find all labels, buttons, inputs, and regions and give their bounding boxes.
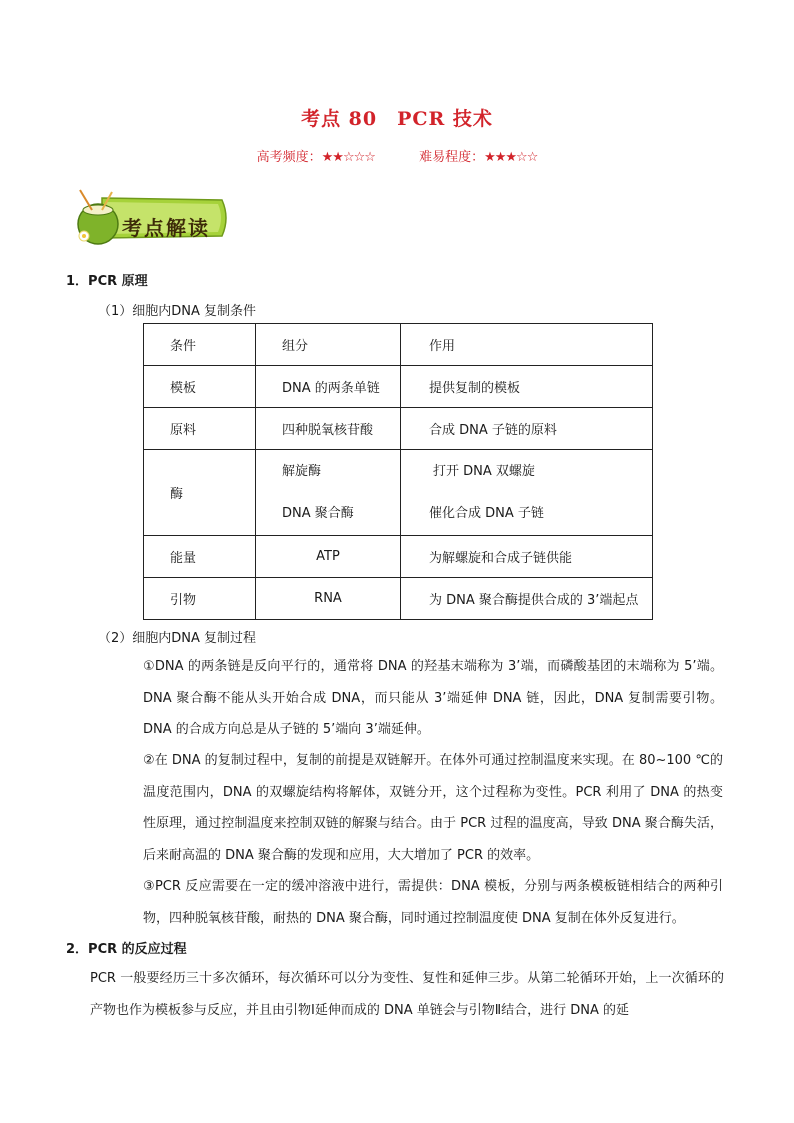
page-title: 考点 80 PCR 技术 bbox=[301, 108, 493, 130]
table-cell: 能量 bbox=[144, 536, 256, 578]
table-header-cell: 组分 bbox=[256, 324, 401, 366]
frequency-rating bbox=[257, 146, 375, 165]
table-cell: 为解螺旋和合成子链供能 bbox=[401, 536, 653, 578]
paragraph-text: PCR 一般要经历三十多次循环，每次循环可以分为变性、复性和延伸三步。从第二轮循环开始，上一次循环的产物也作为模板参与反应，并且由引物Ⅰ延伸而成的 DNA 单链会与引物Ⅱ结合，进行 DNA 的延 bbox=[90, 971, 724, 1018]
difficulty-label: 难易程度： bbox=[419, 150, 485, 165]
difficulty-rating bbox=[419, 146, 537, 165]
table-cell: 提供复制的模板 bbox=[401, 366, 653, 408]
table-row bbox=[144, 536, 653, 578]
paragraph-4 bbox=[90, 963, 724, 1026]
table-cell: 四种脱氧核苷酸 bbox=[256, 408, 401, 450]
table-cell: DNA 的两条单链 bbox=[256, 366, 401, 408]
table-cell: 原料 bbox=[144, 408, 256, 450]
table-row bbox=[144, 408, 653, 450]
difficulty-stars: ★★★☆☆ bbox=[484, 150, 538, 165]
table-header-row bbox=[144, 324, 653, 366]
frequency-label: 高考频度： bbox=[256, 150, 322, 165]
section1-subheading-2: （2）细胞内DNA 复制过程 bbox=[98, 631, 257, 646]
table-cell: ATP bbox=[256, 536, 401, 578]
paragraph-3 bbox=[143, 871, 723, 934]
table-cell: 酶 bbox=[144, 450, 256, 536]
paragraph-text: ②在 DNA 的复制过程中，复制的前提是双链解开。在体外可通过控制温度来实现。在 80~100 ℃的温度范围内，DNA 的双螺旋结构将解体，双链分开，这个过程称为变性。PCR 利用了 DNA 的热变性原理，通过控制温度来控制双链的解聚与结合。由于 PCR 过程的温度高，导致 DNA 聚合酶失活，后来耐高温的 DNA 聚合酶的发现和应用，大大增加了 PCR 的效率。 bbox=[143, 753, 723, 863]
table-cell: 为 DNA 聚合酶提供合成的 3’端起点 bbox=[401, 578, 653, 620]
paragraph-2 bbox=[143, 745, 723, 871]
table-cell-line: 催化合成 DNA 子链 bbox=[429, 505, 544, 521]
section2-heading: 2．PCR 的反应过程 bbox=[66, 942, 187, 957]
paragraph-text: ①DNA 的两条链是反向平行的，通常将 DNA 的羟基末端称为 3’端，而磷酸基团的末端称为 5’端。DNA 聚合酶不能从头开始合成 DNA，而只能从 3’端延伸 DNA 链，因此，DNA 复制需要引物。DNA 的合成方向总是从子链的 5’端向 3’端延伸。 bbox=[143, 659, 723, 737]
table-cell: 合成 DNA 子链的原料 bbox=[401, 408, 653, 450]
table-cell-line: 打开 DNA 双螺旋 bbox=[433, 463, 535, 479]
table-cell-line: 解旋酶 bbox=[282, 463, 322, 479]
dna-replication-conditions-table bbox=[143, 323, 653, 620]
table-cell bbox=[256, 450, 401, 536]
ratings-row bbox=[0, 146, 794, 165]
table-row bbox=[144, 450, 653, 536]
table-cell: 引物 bbox=[144, 578, 256, 620]
frequency-stars: ★★☆☆☆ bbox=[321, 150, 375, 165]
table-cell bbox=[401, 450, 653, 536]
table-header-cell: 条件 bbox=[144, 324, 256, 366]
table-header-cell: 作用 bbox=[401, 324, 653, 366]
section1-subheading-1: （1）细胞内DNA 复制条件 bbox=[98, 304, 257, 319]
paragraph-text: ③PCR 反应需要在一定的缓冲溶液中进行，需提供：DNA 模板，分别与两条模板链相结合的两种引物，四种脱氧核苷酸，耐热的 DNA 聚合酶，同时通过控制温度使 DNA 复制在体外反复进行。 bbox=[143, 879, 723, 926]
table-row bbox=[144, 366, 653, 408]
table-row bbox=[144, 578, 653, 620]
section-badge-label: 考点解读 bbox=[122, 216, 210, 240]
section1-heading: 1．PCR 原理 bbox=[66, 274, 148, 289]
table-cell-line: DNA 聚合酶 bbox=[282, 505, 354, 521]
paragraph-1 bbox=[143, 651, 723, 746]
table-cell: 模板 bbox=[144, 366, 256, 408]
table-cell: RNA bbox=[256, 578, 401, 620]
